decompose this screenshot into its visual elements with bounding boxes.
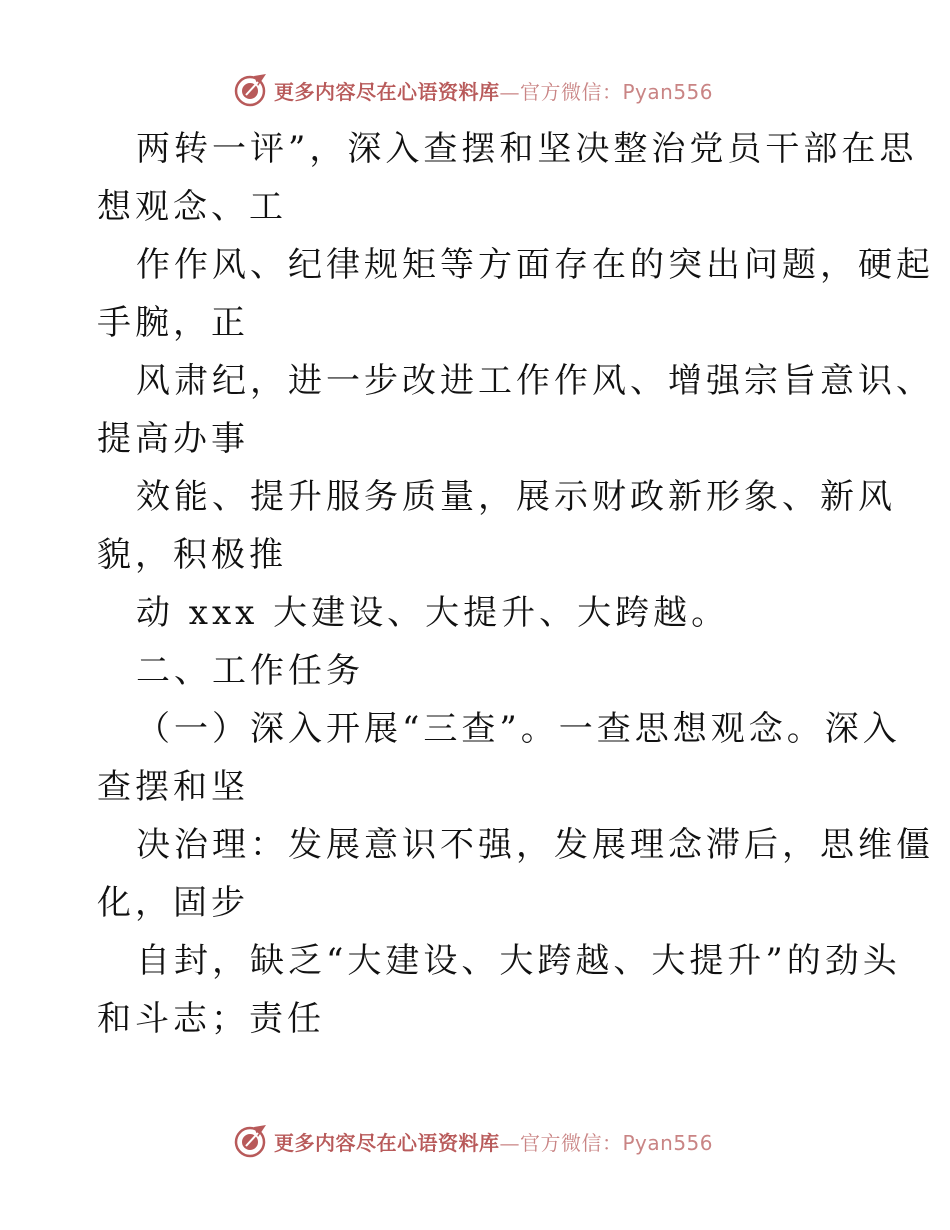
text-line: 自封，缺乏“大建设、大跨越、大提升”的劲头: [136, 941, 901, 981]
text-line: 效能、提升服务质量，展示财政新形象、新风: [136, 477, 896, 517]
watermark-wechat-label: 官方微信：: [520, 79, 623, 104]
watermark-separator: —: [499, 79, 520, 104]
text-line: 动 xxx 大建设、大提升、大跨越。: [136, 593, 730, 633]
watermark-separator: —: [499, 1130, 520, 1155]
section-heading: 二、工作任务: [136, 651, 364, 691]
text-line: 手腕，正: [97, 303, 249, 343]
header-watermark: [232, 70, 712, 110]
watermark-wechat-id: Pyan556: [622, 79, 714, 104]
text-line: 查摆和坚: [97, 767, 249, 807]
text-line: （一）深入开展“三查”。一查思想观念。深入: [136, 709, 901, 749]
text-line: 风肃纪，进一步改进工作作风、增强宗旨意识、: [136, 361, 934, 401]
quill-pen-seal-icon: [232, 1123, 268, 1159]
text-line: 化，固步: [97, 883, 249, 923]
watermark-brand: 更多内容尽在心语资料库: [274, 79, 500, 104]
watermark-brand: 更多内容尽在心语资料库: [274, 1130, 500, 1155]
text-line: 作作风、纪律规矩等方面存在的突出问题，硬起: [136, 245, 934, 285]
watermark-wechat-id: Pyan556: [622, 1130, 714, 1155]
text-line: 提高办事: [97, 419, 249, 459]
text-line: 两转一评”，深入查摆和坚决整治党员干部在思: [136, 129, 918, 169]
watermark-wechat-label: 官方微信：: [520, 1130, 623, 1155]
footer-watermark: [232, 1121, 712, 1161]
text-line: 想观念、工: [97, 187, 287, 227]
text-line: 决治理：发展意识不强，发展理念滞后，思维僵: [136, 825, 934, 865]
text-line: 和斗志；责任: [97, 999, 325, 1039]
document-body: [97, 120, 934, 1048]
quill-pen-seal-icon: [232, 72, 268, 108]
text-line: 貌，积极推: [97, 535, 287, 575]
